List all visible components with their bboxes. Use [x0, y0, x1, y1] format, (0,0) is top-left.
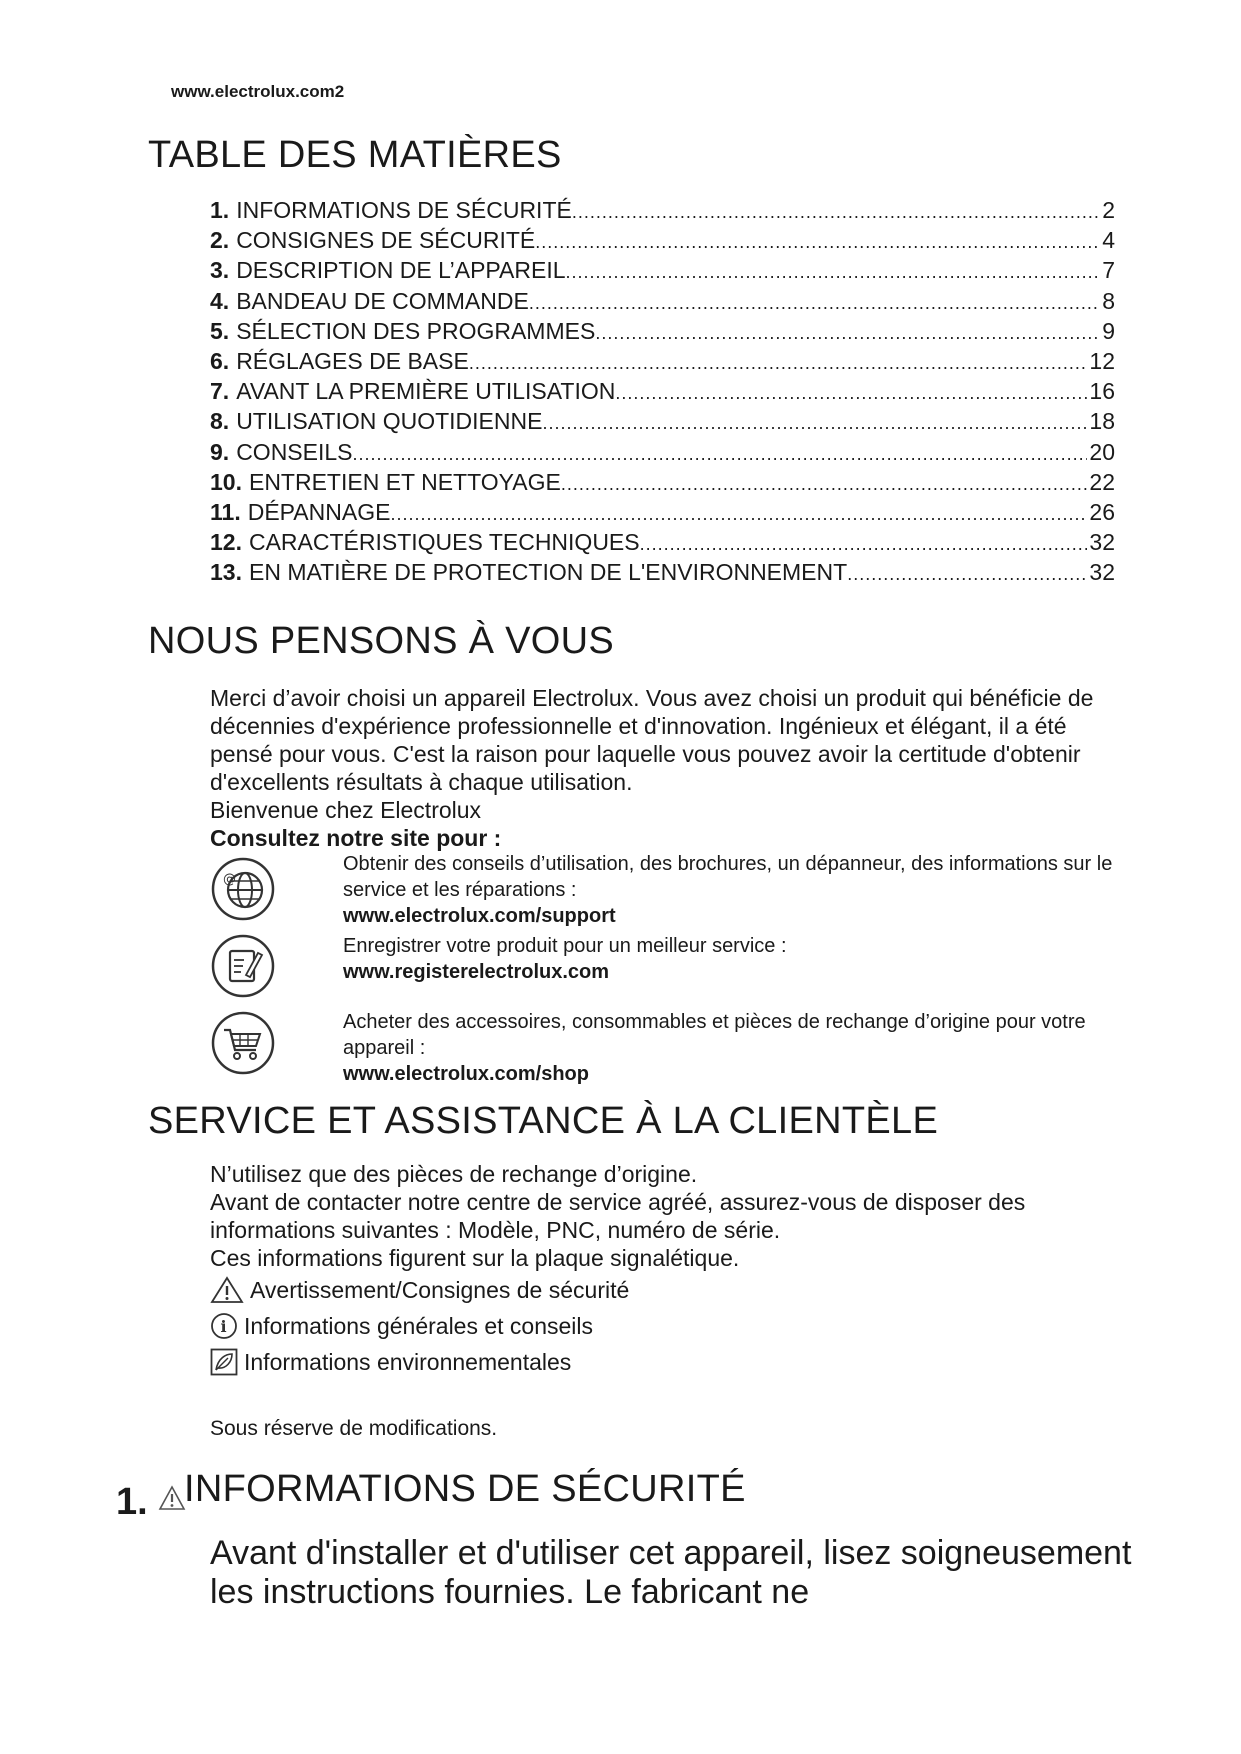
toc-entry-number: 7. [210, 378, 230, 405]
shop-url[interactable]: www.electrolux.com/shop [343, 1063, 589, 1085]
support-url[interactable]: www.electrolux.com/support [343, 905, 616, 927]
toc-entry[interactable] [210, 499, 1115, 529]
toc-entry-label: EN MATIÈRE DE PROTECTION DE L'ENVIRONNEMENT [248, 559, 848, 586]
toc-entry-number: 10. [210, 468, 242, 495]
table-of-contents [210, 197, 1115, 589]
section-1-title: INFORMATIONS DE SÉCURITÉ [184, 1468, 746, 1510]
section-1-number: 1. [116, 1481, 148, 1523]
symbol-leaf-label: Informations environnementales [244, 1348, 572, 1375]
toc-leader-dots [847, 564, 1087, 585]
toc-leader-dots [566, 262, 1101, 283]
info-icon [210, 1312, 238, 1340]
toc-leader-dots [390, 504, 1087, 525]
toc-entry[interactable] [210, 408, 1115, 438]
toc-entry-label: RÉGLAGES DE BASE [236, 347, 469, 374]
toc-entry[interactable] [210, 257, 1115, 287]
visit-text: Consultez notre site pour : [210, 825, 502, 851]
symbol-warning-row [210, 1276, 629, 1304]
register-link-item [343, 933, 1133, 985]
warning-icon [210, 1276, 244, 1304]
toc-entry[interactable] [210, 288, 1115, 318]
symbol-leaf-row [210, 1348, 571, 1376]
shop-text: Acheter des accessoires, consommables et pièces de rechange d’origine pour votre appareil : [343, 1011, 1086, 1059]
toc-entry-number: 1. [210, 197, 230, 223]
toc-entry-page: 32 [1089, 529, 1115, 556]
symbol-info-label: Informations générales et conseils [244, 1312, 594, 1339]
toc-entry[interactable] [210, 559, 1115, 589]
toc-title: TABLE DES MATIÈRES [148, 134, 562, 176]
support-link-item [343, 851, 1133, 929]
warning-icon [158, 1485, 186, 1511]
toc-entry[interactable] [210, 318, 1115, 348]
toc-leader-dots [561, 474, 1088, 495]
toc-entry-label: ENTRETIEN ET NETTOYAGE [248, 468, 561, 495]
toc-entry-number: 9. [210, 438, 230, 465]
toc-entry-page: 20 [1089, 438, 1115, 465]
toc-entry-label: UTILISATION QUOTIDIENNE [236, 408, 543, 435]
toc-entry-number: 11. [210, 498, 241, 525]
cart-icon [210, 1010, 276, 1076]
register-url[interactable]: www.registerelectrolux.com [343, 961, 610, 983]
notice-text: Sous réserve de modifications. [210, 1417, 498, 1440]
toc-leader-dots [535, 232, 1100, 253]
welcome-text: Bienvenue chez Electrolux [210, 797, 482, 823]
toc-leader-dots [595, 323, 1100, 344]
svg-text:@: @ [223, 872, 236, 887]
toc-entry-number: 8. [210, 408, 230, 435]
toc-entry-label: AVANT LA PREMIÈRE UTILISATION [236, 378, 616, 405]
toc-entry[interactable] [210, 227, 1115, 257]
toc-entry-number: 13. [210, 559, 242, 586]
toc-entry-label: CONSEILS [236, 438, 353, 465]
support-text: Obtenir des conseils d’utilisation, des brochures, un dépanneur, des informations sur le service et les réparations : [343, 853, 1113, 901]
toc-entry-page: 18 [1089, 408, 1115, 435]
toc-entry-page: 12 [1089, 347, 1115, 374]
toc-entry-page: 4 [1102, 227, 1115, 254]
toc-entry[interactable] [210, 469, 1115, 499]
symbol-info-row [210, 1312, 593, 1340]
toc-entry-page: 9 [1102, 317, 1115, 344]
site-url: www.electrolux.com2 [171, 82, 345, 101]
toc-leader-dots [353, 444, 1088, 465]
intro-paragraph [210, 684, 1130, 852]
toc-entry-number: 3. [210, 257, 230, 284]
register-text: Enregistrer votre produit pour un meilleur service : [343, 935, 787, 957]
toc-entry-label: SÉLECTION DES PROGRAMMES [236, 317, 596, 344]
toc-entry-page: 7 [1102, 257, 1115, 284]
toc-entry-label: BANDEAU DE COMMANDE [236, 287, 529, 314]
toc-entry-page: 16 [1089, 378, 1115, 405]
toc-entry-page: 8 [1102, 287, 1115, 314]
toc-entry-number: 5. [210, 317, 230, 344]
toc-entry-page: 2 [1102, 197, 1115, 223]
toc-entry[interactable] [210, 529, 1115, 559]
toc-leader-dots [469, 353, 1088, 374]
toc-entry-number: 6. [210, 347, 230, 374]
service-title: SERVICE ET ASSISTANCE À LA CLIENTÈLE [148, 1100, 939, 1142]
toc-entry-label: DESCRIPTION DE L’APPAREIL [236, 257, 566, 284]
toc-entry-label: INFORMATIONS DE SÉCURITÉ [236, 197, 572, 223]
toc-entry-page: 32 [1089, 559, 1115, 586]
toc-entry[interactable] [210, 439, 1115, 469]
toc-entry-label: DÉPANNAGE [247, 498, 391, 525]
toc-entry[interactable] [210, 197, 1115, 227]
section-1-text: Avant d'installer et d'utiliser cet appareil, lisez soigneusement les instructions fournies. Le fabricant ne [210, 1534, 1132, 1611]
toc-leader-dots [615, 383, 1087, 404]
toc-entry-label: CARACTÉRISTIQUES TECHNIQUES [248, 529, 640, 556]
symbol-warning-label: Avertissement/Consignes de sécurité [250, 1276, 630, 1303]
toc-entry-page: 26 [1089, 498, 1115, 525]
register-icon [210, 933, 276, 999]
toc-entry-page: 22 [1089, 468, 1115, 495]
service-line-2: Avant de contacter notre centre de service agréé, assurez-vous de disposer des informations suivantes : Modèle, PNC, numéro de série. [210, 1189, 1026, 1243]
service-line-1: N’utilisez que des pièces de rechange d’origine. [210, 1161, 698, 1187]
shop-link-item [343, 1009, 1133, 1087]
service-paragraph [210, 1160, 1130, 1272]
globe-icon [210, 856, 276, 922]
toc-leader-dots [529, 293, 1100, 314]
notice [210, 1415, 1130, 1443]
intro-text: Merci d’avoir choisi un appareil Electrolux. Vous avez choisi un produit qui bénéficie de décennies d'expérience professionnelle et d'innovation. Ingénieux et élégant, il a été pensé pour vous. C'est la raison pour laquelle vous pouvez avoir la certitude d'obtenir d'excellents résultats à chaque utilisation. [210, 685, 1094, 795]
toc-leader-dots [640, 534, 1088, 555]
toc-leader-dots [572, 202, 1100, 223]
toc-entry-number: 4. [210, 287, 230, 314]
toc-leader-dots [542, 413, 1087, 434]
toc-entry[interactable] [210, 348, 1115, 378]
leaf-icon [210, 1348, 238, 1376]
service-line-3: Ces informations figurent sur la plaque signalétique. [210, 1245, 740, 1271]
toc-entry[interactable] [210, 378, 1115, 408]
toc-entry-label: CONSIGNES DE SÉCURITÉ [236, 227, 536, 254]
svg-text:i: i [220, 1317, 227, 1336]
thinking-title: NOUS PENSONS À VOUS [148, 620, 615, 662]
toc-entry-number: 2. [210, 227, 230, 254]
toc-entry-number: 12. [210, 529, 242, 556]
